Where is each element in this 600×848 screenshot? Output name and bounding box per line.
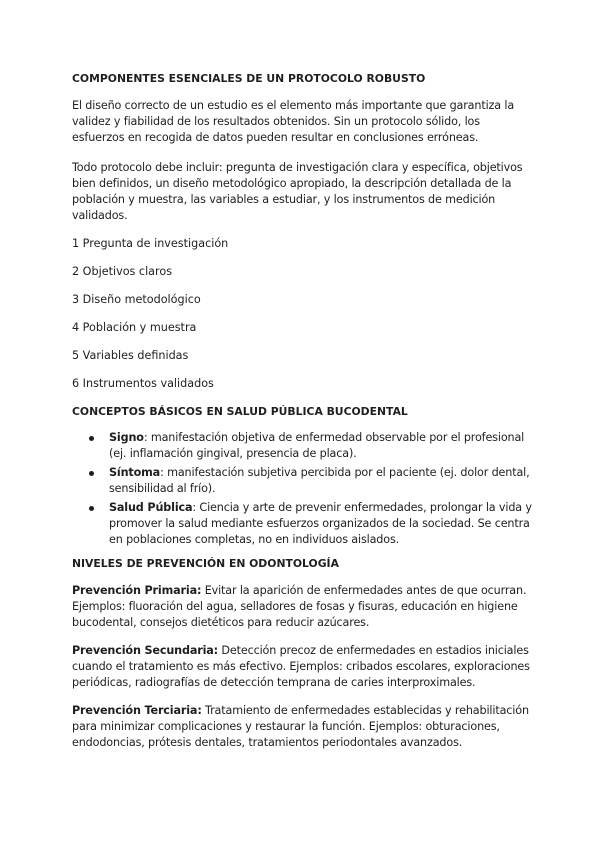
- term-signo: Signo: [109, 431, 144, 444]
- term-sintoma: Síntoma: [109, 466, 161, 479]
- list-item-diseno: 3 Diseño metodológico: [72, 293, 201, 306]
- section-title-conceptos: CONCEPTOS BÁSICOS EN SALUD PÚBLICA BUCODENTAL: [72, 405, 408, 418]
- term-prevencion-secundaria: Prevención Secundaria:: [72, 644, 218, 657]
- list-item-objetivos: 2 Objetivos claros: [72, 265, 173, 278]
- bullet-sintoma: [72, 465, 534, 497]
- list-item-pregunta: 1 Pregunta de investigación: [72, 237, 229, 250]
- definition-salud-publica: : Ciencia y arte de prevenir enfermedades, prolongar la vida y promover la salud mediante esfuerzos organizados de la sociedad. Se centra en poblaciones completas, no en individuos aislados.: [109, 501, 532, 546]
- bullet-dot-icon: [89, 506, 94, 511]
- paragraph-diseno: El diseño correcto de un estudio es el elemento más importante que garantiza la validez y fiabilidad de los resultados obtenidos. Sin un protocolo sólido, los esfuerzos en recogida de datos pueden resultar en conclusiones erróneas.: [72, 99, 515, 144]
- text-prevencion-primaria: Evitar la aparición de enfermedades antes de que ocurran. Ejemplos: fluoración del agua, selladores de fosas y fisuras, educación en higiene bucodental, consejos dietéticos para reducir azúcares.: [72, 584, 527, 629]
- bullet-dot-icon: [89, 471, 94, 476]
- paragraph-prevencion-terciaria: [72, 703, 534, 751]
- list-item-poblacion: 4 Población y muestra: [72, 321, 197, 334]
- section-title-protocolo: COMPONENTES ESENCIALES DE UN PROTOCOLO ROBUSTO: [72, 72, 426, 85]
- bullet-dot-icon: [89, 436, 94, 441]
- paragraph-protocolo: Todo protocolo debe incluir: pregunta de investigación clara y específica, objetivos bien definidos, un diseño metodológico apropiado, la descripción detallada de la población y muestra, las variables a estudiar, y los instrumentos de medición validados.: [72, 161, 523, 222]
- paragraph-prevencion-primaria: [72, 583, 534, 631]
- list-item-instrumentos: 6 Instrumentos validados: [72, 377, 214, 390]
- definition-sintoma: : manifestación subjetiva percibida por el paciente (ej. dolor dental, sensibilidad al frío).: [109, 466, 530, 495]
- text-prevencion-terciaria: Tratamiento de enfermedades establecidas y rehabilitación para minimizar complicaciones y restaurar la función. Ejemplos: obturaciones, endodoncias, prótesis dentales, tratamientos periodontales avanzados.: [72, 704, 529, 749]
- paragraph-prevencion-secundaria: [72, 643, 534, 691]
- bullet-salud-publica: [72, 500, 534, 548]
- bullet-signo: [72, 430, 534, 462]
- section-title-prevencion: NIVELES DE PREVENCIÓN EN ODONTOLOGÍA: [72, 557, 339, 570]
- definition-signo: : manifestación objetiva de enfermedad observable por el profesional (ej. inflamación gingival, presencia de placa).: [109, 431, 525, 460]
- list-item-variables: 5 Variables definidas: [72, 349, 189, 362]
- term-prevencion-primaria: Prevención Primaria:: [72, 584, 202, 597]
- text-prevencion-secundaria: Detección precoz de enfermedades en estadios iniciales cuando el tratamiento es más efectivo. Ejemplos: cribados escolares, exploraciones periódicas, radiografías de detección temprana de caries interproximales.: [72, 644, 530, 689]
- concepts-list: [72, 430, 534, 551]
- term-salud-publica: Salud Pública: [109, 501, 193, 514]
- term-prevencion-terciaria: Prevención Terciaria:: [72, 704, 202, 717]
